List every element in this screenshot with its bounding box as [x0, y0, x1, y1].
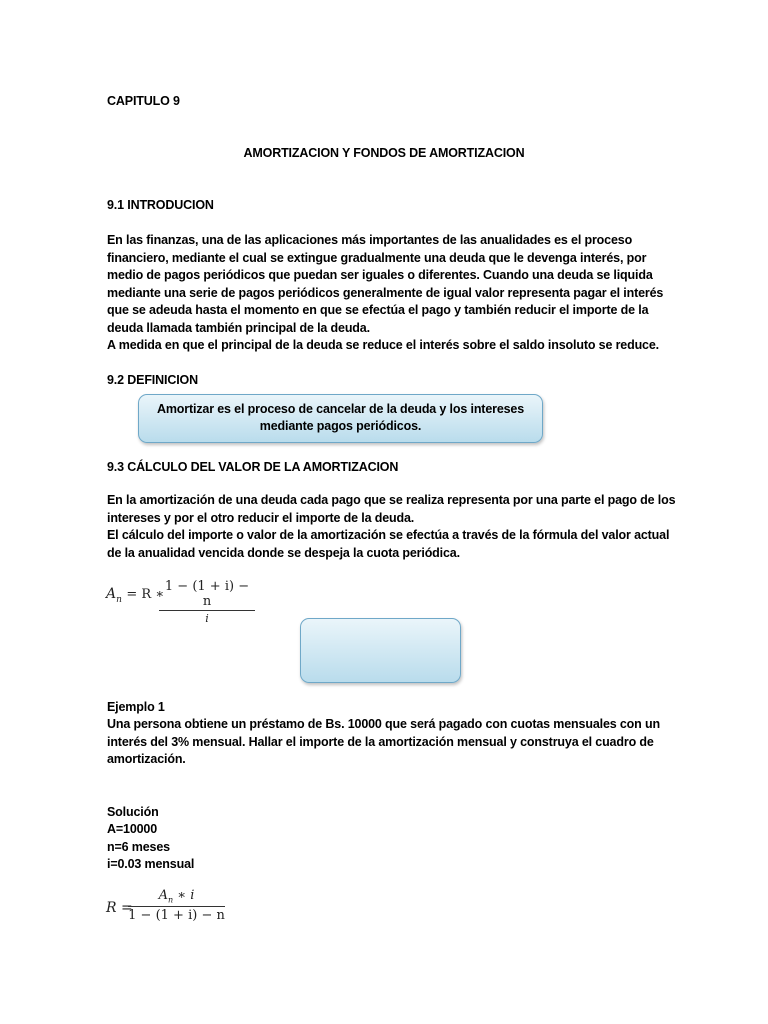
paragraph-line: mediante una serie de pagos periódicos generalmente de igual valor representa pagar el interés — [107, 285, 664, 300]
example-paragraph — [107, 716, 667, 769]
fraction-bar — [159, 610, 255, 611]
solution-line: i=0.03 mensual — [107, 857, 195, 871]
section-3-paragraph — [107, 492, 676, 562]
chapter-label: CAPITULO 9 — [107, 94, 180, 108]
section-1-heading: 9.1 INTRODUCION — [107, 198, 214, 212]
solution-heading: Solución — [107, 805, 159, 819]
paragraph-line: amortización. — [107, 752, 186, 766]
section-1-paragraph — [107, 232, 667, 355]
paragraph-line: financiero, mediante el cual se extingue gradualmente una deuda que le devenga interés, por — [107, 250, 647, 265]
definition-box — [138, 394, 543, 443]
formula-lhs-subscript: n — [116, 594, 122, 605]
definition-line: mediante pagos periódicos. — [259, 419, 422, 433]
paragraph-line: interés del 3% mensual. Hallar el importe de la amortización mensual y construya el cuadro de — [107, 734, 654, 749]
example-heading: Ejemplo 1 — [107, 700, 165, 714]
formula-fraction — [159, 579, 255, 625]
formula-equals: = R ∗ — [126, 587, 165, 602]
formula-fraction — [128, 888, 225, 923]
document-title: AMORTIZACION Y FONDOS DE AMORTIZACION — [243, 146, 525, 160]
formula-denominator: i — [205, 612, 209, 625]
numerator-symbol: A — [158, 888, 168, 903]
formula-lhs: R = — [106, 900, 133, 916]
paragraph-line: Una persona obtiene un préstamo de Bs. 10000 que será pagado con cuotas mensuales con un — [107, 717, 660, 731]
formula-numerator — [128, 888, 225, 905]
formula-numerator: 1 − (1 + i) − n — [164, 579, 250, 609]
section-3-heading: 9.3 CÁLCULO DEL VALOR DE LA AMORTIZACION — [107, 460, 399, 474]
empty-callout-box — [300, 618, 461, 683]
paragraph-line: deuda llamada también principal de la deuda. — [107, 320, 370, 335]
solution-line: A=10000 — [107, 822, 158, 836]
fraction-bar — [128, 906, 225, 907]
paragraph-line: intereses y por el otro reducir el importe de la deuda. — [107, 510, 415, 525]
paragraph-line: En las finanzas, una de las aplicaciones más importantes de las anualidades es el proceso — [107, 233, 633, 247]
paragraph-line: de la anualidad vencida donde se despeja la cuota periódica. — [107, 545, 460, 560]
formula-lhs: A — [106, 586, 117, 602]
paragraph-line: A medida en que el principal de la deuda se reduce el interés sobre el saldo insoluto se reduce. — [107, 338, 659, 352]
section-2-heading: 9.2 DEFINICION — [107, 373, 198, 387]
formula-denominator: 1 − (1 + i) − n — [128, 907, 225, 923]
numerator-rest: ∗ i — [173, 888, 195, 903]
solution-line: n=6 meses — [107, 839, 170, 854]
paragraph-line: medio de pagos periódicos que puedan ser iguales o diferentes. Cuando una deuda se liquida — [107, 268, 653, 282]
paragraph-line: que se adeuda hasta el momento en que se efectúa el pago y también reducir el importe de la — [107, 303, 649, 317]
paragraph-line: En la amortización de una deuda cada pago que se realiza representa por una parte el pago de los — [107, 493, 676, 507]
definition-line: Amortizar es el proceso de cancelar de la deuda y los intereses — [156, 402, 525, 416]
paragraph-line: El cálculo del importe o valor de la amortización se efectúa a través de la fórmula del valor actual — [107, 528, 670, 542]
solution-values — [107, 821, 667, 874]
numerator-subscript: n — [167, 895, 174, 905]
formula-annuity — [106, 586, 164, 605]
